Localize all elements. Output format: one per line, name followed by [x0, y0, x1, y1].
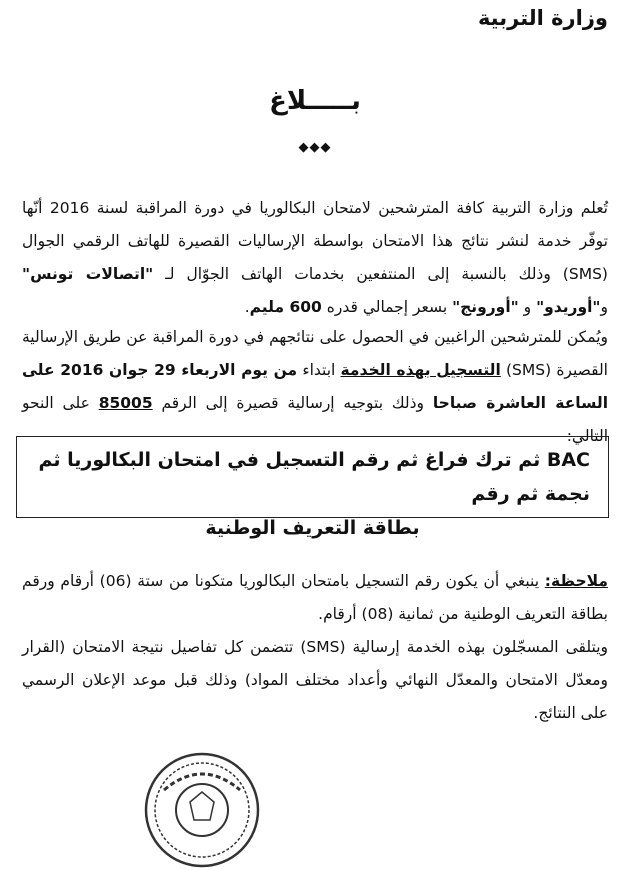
format-intro-text: على النحو التالي:: [22, 394, 608, 445]
start-date: من يوم الاربعاء 29 جوان 2016 على الساعة العاشرة صباحا: [22, 361, 609, 412]
operator-orange: "أورونج": [452, 298, 519, 316]
conjunction-text: و: [518, 298, 537, 316]
sms-format-box: [16, 436, 609, 539]
ministry-header: وزارة التربية: [477, 6, 608, 30]
paragraph-registration: [22, 321, 608, 453]
price-prefix-text: بسعر إجمالي قدره: [321, 298, 453, 316]
registration-intro: ويُمكن للمترشحين الراغبين في الحصول على نتائجهم في دورة المراقبة عن طريق الإرسالية القصيرة (SMS): [22, 328, 608, 379]
sms-format-line-1: BAC ثم ترك فراغ ثم رقم التسجيل في امتحان البكالوريا ثم نجمة ثم رقم: [38, 449, 590, 505]
start-text: ابتداء: [297, 361, 341, 379]
official-seal-stamp: [142, 750, 262, 870]
ornament-diamonds: ◆◆◆: [298, 140, 332, 155]
sms-format-line-2: بطاقة التعريف الوطنية: [205, 517, 420, 539]
note-label: ملاحظة:: [544, 572, 608, 590]
sms-number: 85005: [98, 394, 153, 412]
seal-inner-ring: [155, 763, 249, 857]
paragraph-results-content: ويتلقى المسجّلون بهذه الخدمة إرسالية (SMS) تتضمن كل تفاصيل نتيجة الامتحان (القرار ومعدّل الامتحان والمعدّل النهائي وأعداد مختلف المواد) وذلك قبل موعد الإعلان الرسمي على النتائج.: [22, 638, 608, 722]
price-value: 600 مليم: [249, 298, 322, 316]
sms-instruction-text: وذلك بتوجيه إرسالية قصيرة إلى الرقم: [152, 394, 433, 412]
paragraph-announcement: [22, 192, 608, 324]
notice-title: بـــــلاغ: [269, 86, 361, 116]
conjunction-text: و: [600, 298, 608, 316]
end-punctuation: .: [244, 298, 250, 316]
operator-tunisie-telecom: "اتصالات تونس": [22, 265, 154, 283]
registration-service: التسجيل بهذه الخدمة: [340, 361, 501, 379]
seal-outer-ring: [146, 754, 258, 866]
operator-ooredoo: "أوريدو": [536, 298, 601, 316]
note-text: ينبغي أن يكون رقم التسجيل بامتحان البكالوريا متكونا من ستة (06) أرقام ورقم بطاقة التعريف الوطنية من ثمانية (08) أرقام.: [22, 572, 608, 623]
seal-arc-lettering: [164, 774, 240, 790]
seal-emblem-shape: [190, 792, 214, 820]
paragraph-note: [22, 565, 608, 631]
announcement-text: تُعلم وزارة التربية كافة المترشحين لامتحان البكالوريا في دورة المراقبة لسنة 2016 أنّها توفّر خدمة لنشر نتائج هذا الامتحان بواسطة الإرساليات القصيرة للهاتف الرقمي الجوال (SMS) وذلك بالنسبة إلى المنتفعين بخدمات الهاتف الجوّال لـ: [22, 199, 608, 283]
